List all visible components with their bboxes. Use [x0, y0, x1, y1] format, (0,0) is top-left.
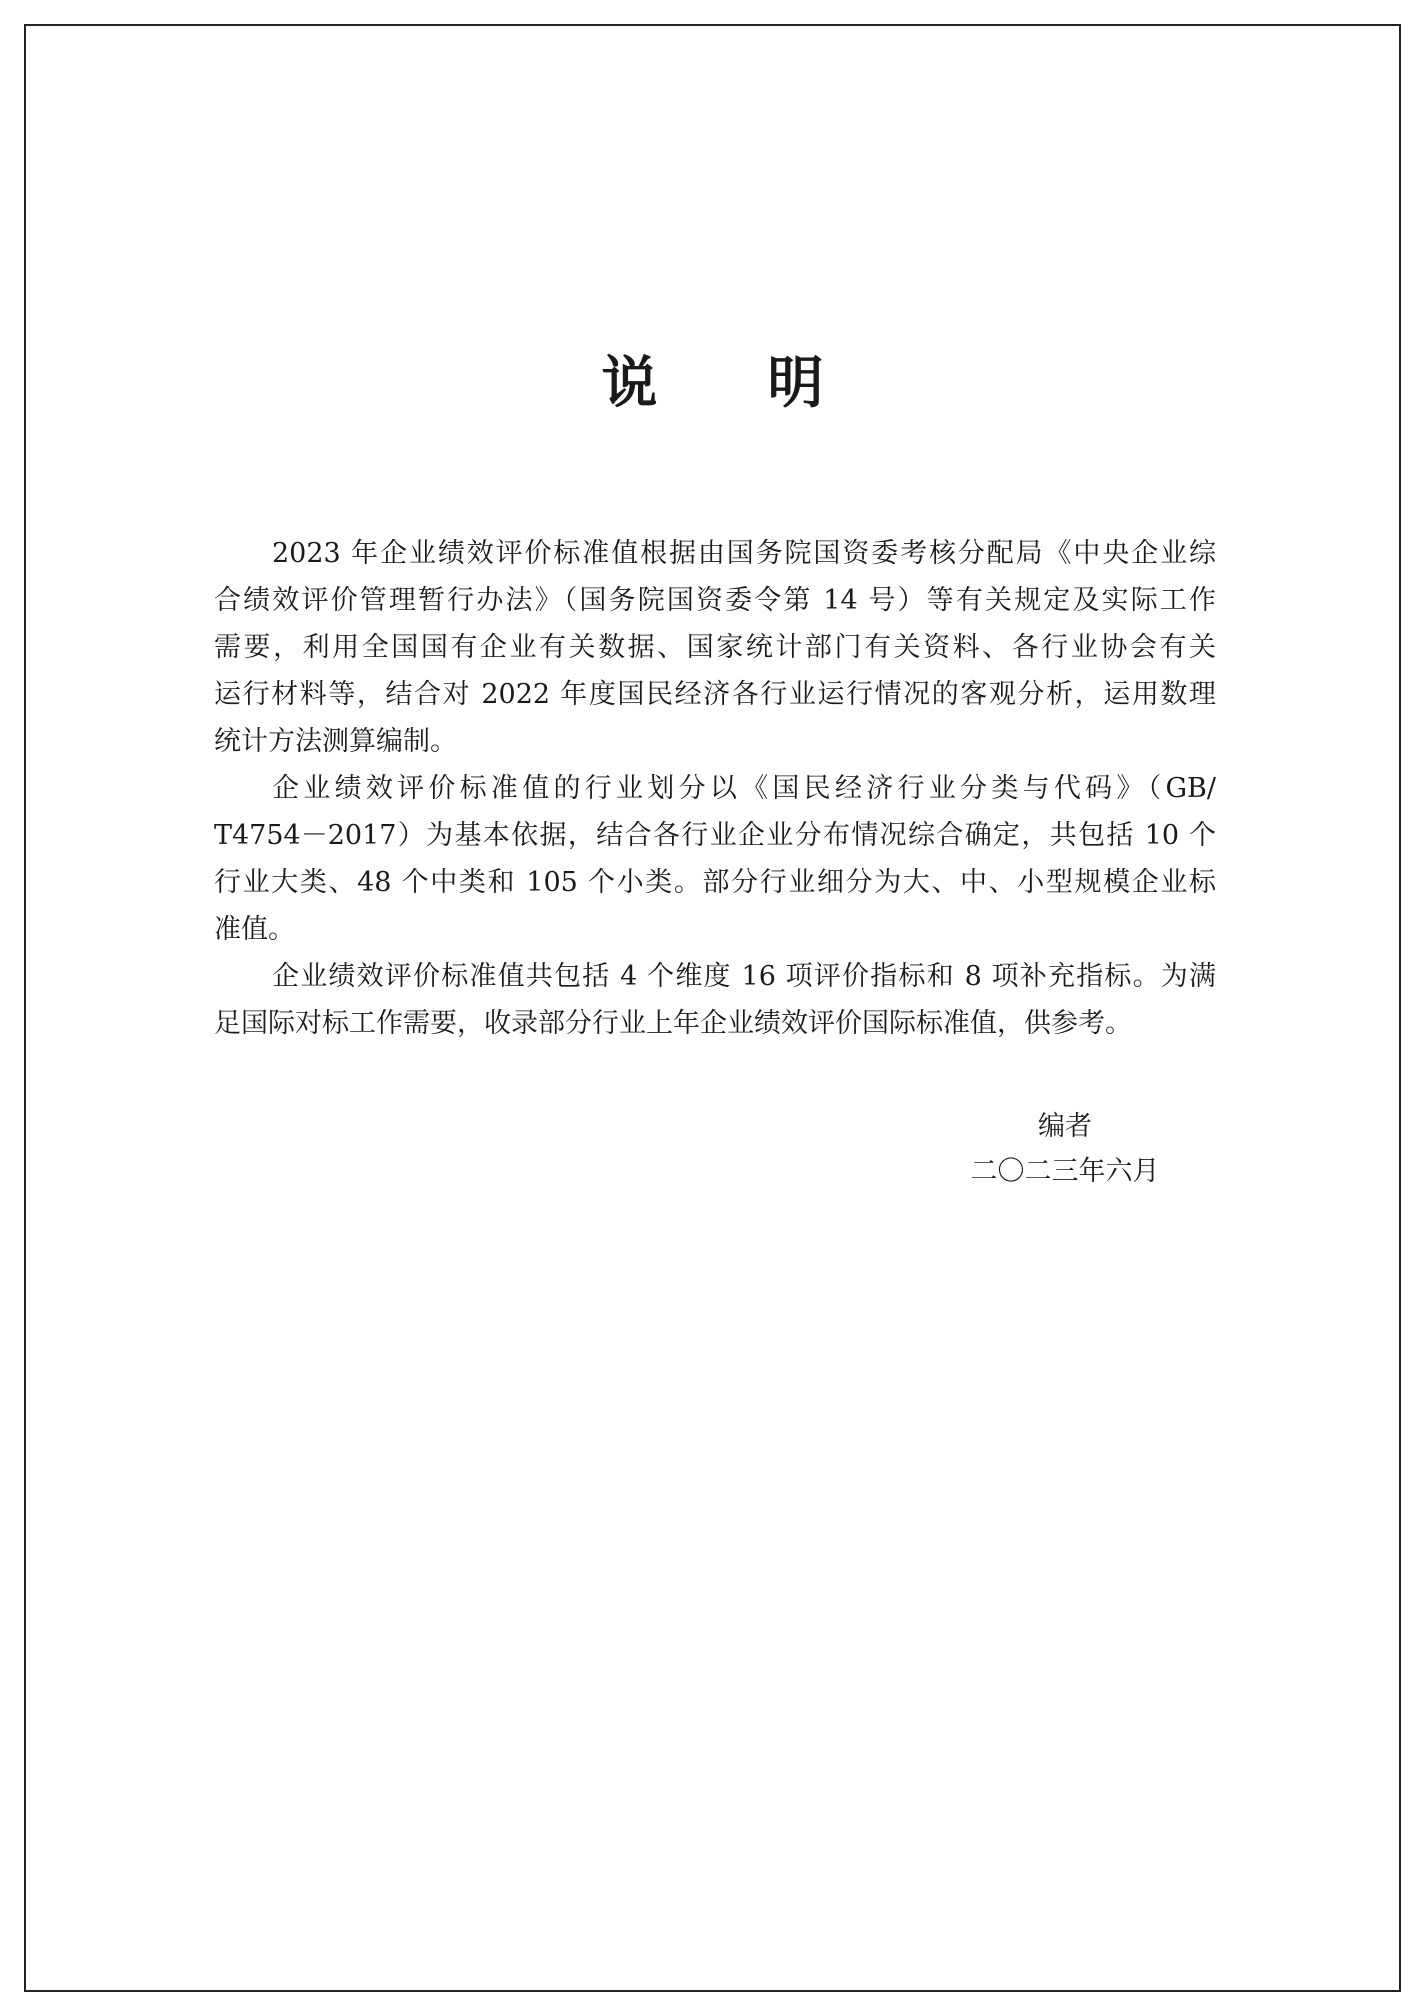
signature-author: 编者 — [1038, 1111, 1092, 1142]
paragraph-line: 运行材料等，结合对 2022 年度国民经济各行业运行情况的客观分析，运用数理 — [214, 679, 1216, 710]
signature-date: 二〇二三年六月 — [970, 1156, 1160, 1187]
paragraph-line: 需要，利用全国国有企业有关数据、国家统计部门有关资料、各行业协会有关 — [214, 632, 1216, 663]
paragraph-1 — [214, 530, 1216, 765]
paragraph-line: 企业绩效评价标准值的行业划分以《国民经济行业分类与代码》（GB/ — [272, 773, 1216, 804]
paragraph-line: T4754－2017）为基本依据，结合各行业企业分布情况综合确定，共包括 10 个 — [214, 820, 1216, 851]
document-body — [214, 530, 1216, 1047]
paragraph-2 — [214, 765, 1216, 953]
paragraph-line: 企业绩效评价标准值共包括 4 个维度 16 项评价指标和 8 项补充指标。为满 — [272, 961, 1216, 992]
paragraph-line: 2023 年企业绩效评价标准值根据由国务院国资委考核分配局《中央企业综 — [272, 538, 1216, 569]
paragraph-line: 准值。 — [214, 914, 295, 945]
paragraph-line: 统计方法测算编制。 — [214, 726, 457, 757]
paragraph-line: 行业大类、48 个中类和 105 个小类。部分行业细分为大、中、小型规模企业标 — [214, 867, 1216, 898]
paragraph-3 — [214, 953, 1216, 1047]
paragraph-line: 足国际对标工作需要，收录部分行业上年企业绩效评价国际标准值，供参考。 — [214, 1008, 1132, 1039]
page-title: 说明 — [601, 350, 934, 416]
paragraph-line: 合绩效评价管理暂行办法》（国务院国资委令第 14 号）等有关规定及实际工作 — [214, 585, 1216, 616]
signature-block — [960, 1104, 1170, 1194]
